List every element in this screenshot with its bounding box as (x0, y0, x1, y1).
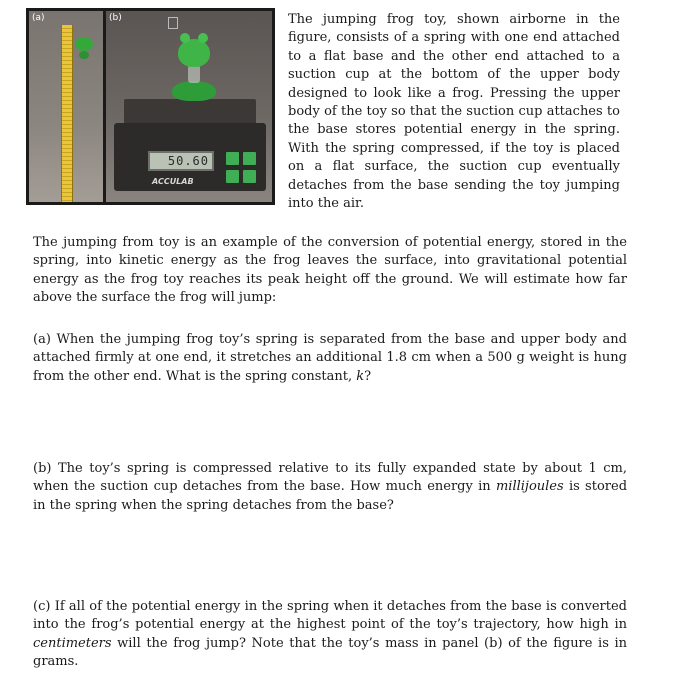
question-a-text: (a) When the jumping frog toy’s spring is separated from the base and upper body and attached firmly at one end, it stretches an additional 1.8 cm when a 500 g weight is hung from the other end. What is the spring constant, (33, 332, 627, 384)
question-b-unit: millijoules (495, 479, 564, 495)
question-c-unit: centimeters (33, 635, 112, 651)
spring-constant-symbol: k (356, 368, 365, 384)
question-a (33, 331, 627, 386)
frog-eye (198, 33, 208, 43)
question-c-end: will the frog jump? Note that the toy’s mass in panel (b) of the figure is in grams. (33, 635, 627, 670)
frog-spring (188, 65, 200, 83)
frog-toy-figure (26, 8, 275, 205)
scale-button (243, 152, 256, 165)
frog-toy-body (178, 39, 210, 67)
panel-a-label: (a) (32, 13, 45, 23)
panel-b-label: (b) (109, 13, 122, 23)
question-b-text: (b) The toy’s spring is compressed relative to its fully expanded state by about 1 cm, when the suction cup detaches from the base. How much energy in (33, 461, 627, 495)
question-c-text: (c) If all of the potential energy in the spring when it detaches from the base is converted into the frog’s potential energy at the highest point of the toy’s trajectory, how high in (33, 599, 627, 633)
main-paragraph: The jumping from toy is an example of the conversion of potential energy, stored in the spring, into kinetic energy as the frog leaves the surface, into gravitational potential energy as the frog toy reaches its peak height off the ground. We will estimate how far above the surface the frog will jump: (33, 235, 627, 306)
scale-button (226, 152, 239, 165)
intro-paragraph: The jumping frog toy, shown airborne in the figure, consists of a spring with one end attached to a flat base and the other end attached to a suction cup at the bottom of the upper body designed to look like a frog. Pressing the upper body of the toy so that the suction cup attaches to the base stores potential energy in the spring. With the spring compressed, if the toy is placed on a flat surface, the suction cup eventually detaches from the base sending the toy jumping into the air. (288, 12, 620, 212)
scale-plate (124, 99, 256, 125)
frog-suction-cup (172, 81, 216, 101)
frog-eye (180, 33, 190, 43)
figure-panel-a (29, 11, 103, 202)
scale-display: 50.60 (148, 151, 214, 171)
scale-label-icon (168, 17, 178, 29)
airborne-frog-spring (79, 51, 89, 59)
question-b-end: is stored in the spring when the spring detaches from the base? (33, 479, 628, 513)
airborne-frog-toy (75, 37, 93, 51)
scale-button (243, 170, 256, 183)
scale-button (226, 170, 239, 183)
figure-panel-b (106, 11, 272, 202)
question-b (33, 460, 627, 515)
question-a-end: ? (364, 368, 372, 384)
measuring-tape (61, 25, 73, 202)
scale-brand-logo: ACCULAB (152, 177, 194, 186)
question-c (33, 598, 627, 672)
